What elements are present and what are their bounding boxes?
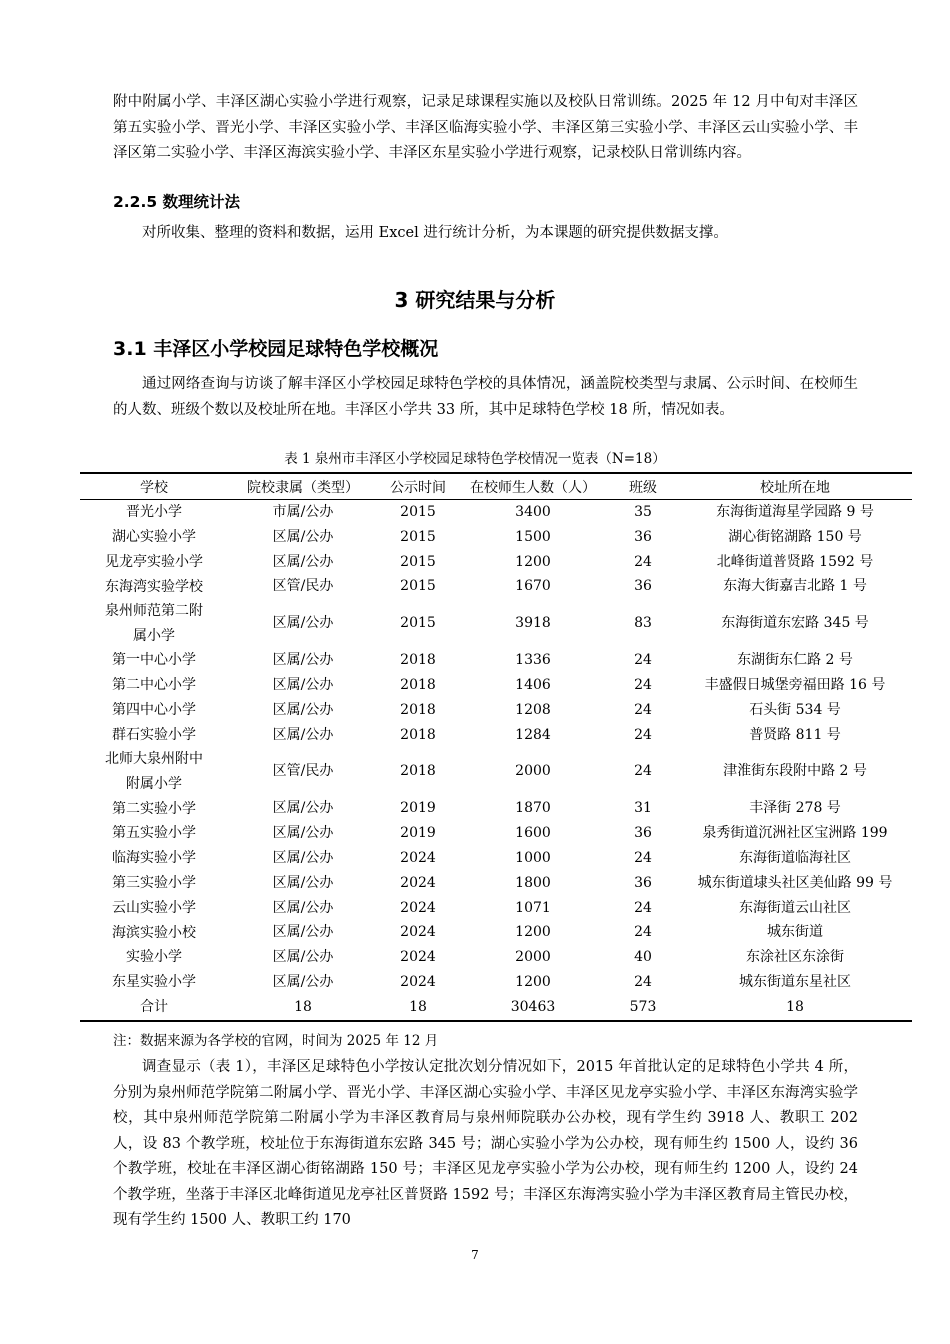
- cell-type: 区属/公办: [272, 973, 334, 990]
- total-cell-classes: 573: [608, 995, 678, 1021]
- table-row: [80, 871, 912, 896]
- cell-school: 实验小学: [126, 949, 182, 966]
- cell-type: 区属/公办: [272, 849, 334, 866]
- cell-people: 2000: [515, 763, 551, 780]
- cell-year: 2024: [400, 874, 436, 891]
- cell-type: 区管/民办: [272, 763, 334, 780]
- table-row: [80, 747, 912, 796]
- cell-people: 1600: [515, 825, 551, 842]
- cell-school: 东星实验小学: [112, 974, 196, 991]
- cell-classes: 24: [634, 973, 652, 990]
- cell-people: 1200: [515, 924, 551, 941]
- cell-type: 区属/公办: [272, 825, 334, 842]
- table-row: [80, 846, 912, 871]
- cell-year: 2018: [400, 763, 436, 780]
- cell-address: 城东街道埭头社区美仙路 99 号: [697, 874, 893, 891]
- page-number: 7: [471, 1248, 479, 1262]
- cell-classes: 35: [634, 504, 652, 520]
- subsection-heading: 2.2.5 数理统计法: [113, 193, 241, 211]
- cell-address: 石头街 534 号: [749, 701, 841, 718]
- cell-school: 东海湾实验学校: [105, 578, 203, 595]
- cell-address: 东海街道云山社区: [739, 899, 851, 916]
- cell-address: 东湖街东仁路 2 号: [737, 652, 853, 669]
- cell-people: 1208: [515, 701, 551, 718]
- cell-type: 区属/公办: [272, 553, 334, 570]
- table-row: [80, 500, 912, 525]
- cell-type: 区属/公办: [272, 726, 334, 743]
- table-row: [80, 525, 912, 550]
- cell-classes: 36: [634, 528, 652, 545]
- table-row: [80, 970, 912, 995]
- cell-year: 2018: [400, 726, 436, 743]
- cell-address: 东涂社区东涂街: [746, 949, 844, 966]
- table-row: [80, 723, 912, 748]
- cell-type: 区属/公办: [272, 676, 334, 693]
- cell-classes: 24: [634, 701, 652, 718]
- total-cell-people: 30463: [458, 995, 608, 1021]
- cell-year: 2019: [400, 800, 436, 817]
- column-header-people: 在校师生人数（人）: [458, 473, 608, 500]
- cell-people: 1200: [515, 553, 551, 570]
- cell-classes: 24: [634, 849, 652, 866]
- cell-classes: 83: [634, 615, 652, 632]
- table-row: [80, 896, 912, 921]
- chapter-heading: 3 研究结果与分析: [394, 288, 556, 312]
- cell-year: 2024: [400, 899, 436, 916]
- cell-people: 1000: [515, 849, 551, 866]
- total-cell-type: 18: [228, 995, 378, 1021]
- cell-year: 2015: [400, 528, 436, 545]
- cell-type: 区属/公办: [272, 899, 334, 916]
- cell-classes: 24: [634, 676, 652, 693]
- cell-address: 湖心街铭湖路 150 号: [728, 528, 862, 545]
- cell-classes: 24: [634, 652, 652, 669]
- cell-address: 东海街道东宏路 345 号: [721, 615, 869, 632]
- total-cell-year: 18: [378, 995, 458, 1021]
- cell-address: 城东街道东星社区: [739, 973, 851, 990]
- cell-classes: 36: [634, 578, 652, 595]
- cell-address: 东海街道临海社区: [739, 849, 851, 866]
- cell-people: 2000: [515, 949, 551, 966]
- cell-classes: 24: [634, 924, 652, 941]
- intro-paragraph: 附中附属小学、丰泽区湖心实验小学进行观察，记录足球课程实施以及校队日常训练。2025 年 12 月中旬对丰泽区第五实验小学、晋光小学、丰泽区实验小学、丰泽区临海实验小学、丰泽区第三实验小学、丰泽区云山实验小学、丰泽区第二实验小学、丰泽区海滨实验小学、丰泽区东星实验小学进行观察，记录校队日常训练内容。: [113, 94, 858, 161]
- cell-address: 普贤路 811 号: [749, 726, 841, 743]
- section-heading: 3.1 丰泽区小学校园足球特色学校概况: [113, 338, 439, 360]
- cell-classes: 40: [634, 949, 652, 966]
- cell-type: 区属/公办: [272, 949, 334, 966]
- cell-address: 东海街道海星学园路 9 号: [716, 504, 874, 520]
- cell-people: 1406: [515, 676, 551, 693]
- cell-year: 2018: [400, 701, 436, 718]
- cell-type: 区属/公办: [272, 652, 334, 669]
- cell-people: 3918: [515, 615, 551, 632]
- cell-type: 区属/公办: [272, 528, 334, 545]
- cell-type: 区属/公办: [272, 701, 334, 718]
- cell-address: 北峰街道普贤路 1592 号: [716, 553, 874, 570]
- cell-school: 北师大泉州附中 附属小学: [105, 751, 203, 792]
- table-note: 注：数据来源为各学校的官网，时间为 2025 年 12 月: [113, 1033, 439, 1049]
- cell-school: 第四中心小学: [112, 701, 196, 718]
- table-caption: 表 1 泉州市丰泽区小学校园足球特色学校情况一览表（N=18）: [284, 451, 666, 467]
- cell-year: 2024: [400, 973, 436, 990]
- table-row: [80, 673, 912, 698]
- column-header-year: 公示时间: [378, 473, 458, 500]
- cell-classes: 31: [634, 800, 652, 817]
- cell-school: 云山实验小学: [112, 899, 196, 916]
- table-row: [80, 599, 912, 648]
- column-header-classes: 班级: [608, 473, 678, 500]
- table-row: [80, 945, 912, 970]
- total-cell-address: 18: [678, 995, 912, 1021]
- cell-type: 区属/公办: [272, 924, 334, 941]
- cell-school: 湖心实验小学: [112, 528, 196, 545]
- cell-people: 3400: [515, 504, 551, 520]
- cell-school: 见龙亭实验小学: [105, 553, 203, 570]
- schools-table: [80, 472, 912, 1022]
- cell-people: 1800: [515, 874, 551, 891]
- cell-school: 第一中心小学: [112, 652, 196, 669]
- cell-year: 2018: [400, 652, 436, 669]
- analysis-paragraph: 调查显示（表 1），丰泽区足球特色小学按认定批次划分情况如下，2015 年首批认定的足球特色小学共 4 所，分别为泉州师范学院第二附属小学、晋光小学、丰泽区湖心实验小学、丰泽区见龙亭实验小学、丰泽区东海湾实验学校，其中泉州师范学院第二附属小学为丰泽区教育局与泉州师院联办公办校，现有学生约 3918 人、教职工 202 人，设 83 个教学班，校址位于东海街道东宏路 345 号；湖心实验小学为公办校，现有师生约 1500 人，设约 36 个教学班，校址在丰泽区湖心街铭湖路 150 号；丰泽区见龙亭实验小学为公办校，现有师生约 1200 人，设约 24 个教学班，坐落于丰泽区北峰街道见龙亭社区普贤路 1592 号；丰泽区东海湾实验小学为丰泽区教育局主管民办校，现有学生约 1500 人、教职工约 170: [113, 1059, 858, 1228]
- cell-classes: 24: [634, 899, 652, 916]
- table-row: [80, 796, 912, 821]
- cell-people: 1284: [515, 726, 551, 743]
- table-row: [80, 821, 912, 846]
- cell-year: 2024: [400, 849, 436, 866]
- cell-type: 区属/公办: [272, 615, 334, 632]
- cell-type: 区属/公办: [272, 874, 334, 891]
- table-row: [80, 574, 912, 599]
- cell-year: 2018: [400, 676, 436, 693]
- cell-school: 第二实验小学: [112, 800, 196, 817]
- cell-school: 临海实验小学: [112, 850, 196, 867]
- cell-year: 2024: [400, 924, 436, 941]
- cell-address: 城东街道: [767, 924, 823, 941]
- table-total-row: [80, 995, 912, 1021]
- column-header-school: 学校: [80, 473, 228, 500]
- cell-school: 晋光小学: [126, 504, 182, 521]
- cell-type: 市属/公办: [272, 504, 334, 520]
- column-header-address: 校址所在地: [678, 473, 912, 500]
- cell-classes: 24: [634, 763, 652, 780]
- cell-school: 泉州师范第二附 属小学: [105, 603, 203, 644]
- cell-people: 1500: [515, 528, 551, 545]
- cell-address: 丰盛假日城堡旁福田路 16 号: [704, 676, 886, 693]
- cell-type: 区管/民办: [272, 578, 334, 595]
- cell-year: 2015: [400, 578, 436, 595]
- subsection-paragraph: 对所收集、整理的资料和数据，运用 Excel 进行统计分析，为本课题的研究提供数据支撑。: [142, 225, 728, 241]
- cell-school: 第三实验小学: [112, 874, 196, 891]
- cell-classes: 24: [634, 726, 652, 743]
- cell-school: 第五实验小学: [112, 825, 196, 842]
- cell-classes: 36: [634, 825, 652, 842]
- table-row: [80, 920, 912, 945]
- total-cell-school: 合计: [80, 995, 228, 1021]
- cell-address: 津淮街东段附中路 2 号: [723, 763, 867, 780]
- table-body: [80, 500, 912, 1021]
- cell-school: 第二中心小学: [112, 677, 196, 694]
- cell-people: 1071: [515, 899, 551, 916]
- cell-classes: 36: [634, 874, 652, 891]
- cell-address: 泉秀街道沉洲社区宝洲路 199: [702, 825, 888, 842]
- cell-address: 丰泽街 278 号: [749, 800, 841, 817]
- cell-people: 1870: [515, 800, 551, 817]
- cell-type: 区属/公办: [272, 800, 334, 817]
- table-row: [80, 648, 912, 673]
- cell-people: 1336: [515, 652, 551, 669]
- column-header-type: 院校隶属（类型）: [228, 473, 378, 500]
- cell-school: 海滨实验小校: [112, 924, 196, 941]
- cell-address: 东海大街嘉吉北路 1 号: [723, 578, 867, 595]
- cell-year: 2015: [400, 553, 436, 570]
- table-header-row: [80, 473, 912, 500]
- cell-year: 2015: [400, 504, 436, 520]
- cell-year: 2015: [400, 615, 436, 632]
- cell-people: 1200: [515, 973, 551, 990]
- cell-people: 1670: [515, 578, 551, 595]
- cell-year: 2019: [400, 825, 436, 842]
- cell-year: 2024: [400, 949, 436, 966]
- table-row: [80, 698, 912, 723]
- section-paragraph: 通过网络查询与访谈了解丰泽区小学校园足球特色学校的具体情况，涵盖院校类型与隶属、公示时间、在校师生的人数、班级个数以及校址所在地。丰泽区小学共 33 所，其中足球特色学校 18 所，情况如表。: [113, 376, 858, 418]
- table-row: [80, 550, 912, 575]
- cell-school: 群石实验小学: [112, 726, 196, 743]
- cell-classes: 24: [634, 553, 652, 570]
